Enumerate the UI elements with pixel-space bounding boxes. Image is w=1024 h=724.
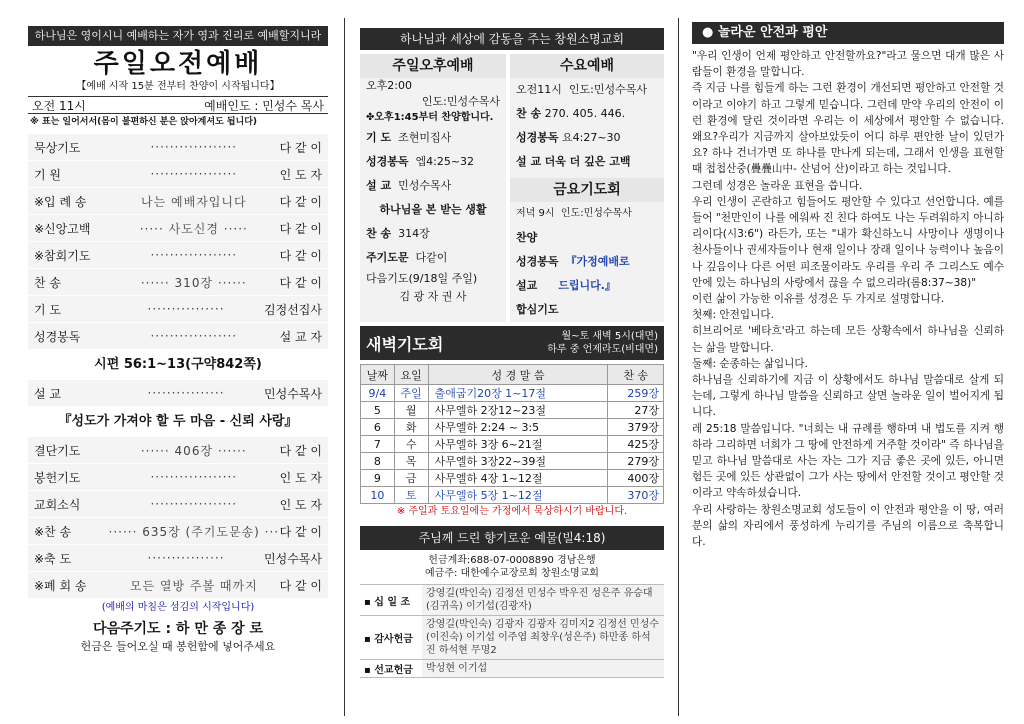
- service-leader: 예배인도 : 민성수 목사: [204, 98, 324, 113]
- table-row: 9 금 사무엘하 4장 1~12절 400장: [361, 470, 664, 487]
- list-item: ※축 도 ················ 민성수목사: [28, 545, 328, 572]
- weekday-services: 수요예배 오전11시 인도:민성수목사 찬 송 270. 405. 446. 성경봉독 요4:27~30 설 교 더욱 더 깊은 고백 금요기도회 저녁 9시 인도:민성수목사 찬양 성경봉독 『가정예배로 설교 드립니다.』 합심기도: [510, 54, 664, 322]
- wednesday-title: 수요예배: [510, 54, 664, 78]
- scripture-reference: 시편 56:1~13(구약842쪽): [94, 357, 262, 372]
- list-item: 설 교 ················ 민성수목사: [28, 380, 328, 407]
- offering-title: 주님께 드린 향기로운 예물(빌4:18): [360, 526, 664, 550]
- service-time: 오전 11시: [32, 98, 86, 113]
- friday-title: 금요기도회: [510, 178, 664, 202]
- list-item: ▪ 감사헌금 강영길(박인숙) 김광자 김광자 김미지2 김정선 민성수(이진숙) 이기섭 이주엽 최창우(성은주) 하만종 하석진 하석현 무명2: [360, 615, 664, 659]
- table-row: 9/4 주일 출애굽기20장 1~17절 259장: [361, 385, 664, 402]
- dawn-prayer-bar: 새벽기도회 월~토 새벽 5시(대면) 하루 중 언제라도(비대면): [360, 326, 664, 360]
- list-item: ※신앙고백 ····· 사도신경 ····· 다 같 이: [28, 215, 328, 242]
- services-column: [360, 18, 664, 716]
- list-item: 기 도 ················ 김정선집사: [28, 296, 328, 323]
- dawn-title: 새벽기도회: [366, 334, 444, 354]
- afternoon-service: 주일오후예배 오후2:00 인도:민성수목사 ✤오후1:45부터 찬양합니다. 기 도 조현미집사 성경봉독 엡4:25~32 설 교 민성수목사 하나님을 본 받는 생활 찬 송 314장 주기도문 다같이 다음기도(9/18일 주일) 김 광 자 권 사: [360, 54, 506, 322]
- list-item: 결단기도 ······ 406장 ······ 다 같 이: [28, 437, 328, 464]
- list-item: 교회소식 ·················· 인 도 자: [28, 491, 328, 518]
- list-item: ※찬 송 ······ 635장 (주기도문송) ··· 다 같 이: [28, 518, 328, 545]
- closing-line: (예배의 마침은 섬김의 시작입니다): [101, 602, 255, 613]
- table-row: 8 목 사무엘하 3장22~39절 279장: [361, 453, 664, 470]
- sermon-title: 『성도가 가져야 할 두 마음 - 신뢰 사랑』: [58, 414, 298, 429]
- standing-note: ※ 표는 일어서서(몸이 불편하신 분은 앉아계셔도 됩니다): [30, 117, 258, 127]
- next-week-prayer: 다음주기도 : 하 만 종 장 로: [92, 621, 264, 637]
- offering-list: [360, 584, 664, 678]
- offering-note: 헌금은 들어오실 때 봉헌함에 넣어주세요: [80, 640, 276, 653]
- list-item: ▪ 선교헌금 박성현 이기섭: [360, 659, 664, 678]
- list-item: ※입 례 송 나는 예배자입니다 다 같 이: [28, 188, 328, 215]
- list-item: 묵상기도 ·················· 다 같 이: [28, 134, 328, 161]
- list-item: 기 원 ·················· 인 도 자: [28, 161, 328, 188]
- list-item: 성경봉독 ·················· 설 교 자: [28, 323, 328, 350]
- table-row: 10 토 사무엘하 5장 1~12절 370장: [361, 487, 664, 504]
- morning-service-column: [28, 18, 328, 716]
- account-info: 헌금계좌:688-07-0008890 경남은행 예금주: 대한예수교장로회 창원소명교회: [425, 555, 599, 579]
- table-row: 7 수 사무엘하 3장 6~21절 425장: [361, 436, 664, 453]
- services-grid: [360, 54, 664, 322]
- list-item: ▪ 십 일 조 강영길(박인숙) 김정선 민성수 박우진 성은주 유승대(김귀옥) 이기섭(김광자): [360, 584, 664, 615]
- list-item: ※참회기도 ·················· 다 같 이: [28, 242, 328, 269]
- list-item: 봉헌기도 ·················· 인 도 자: [28, 464, 328, 491]
- top-verse-bar: 하나님은 영이시니 예배하는 자가 영과 진리로 예배할지니라: [28, 26, 328, 46]
- list-item: 찬 송 ······ 310장 ······ 다 같 이: [28, 269, 328, 296]
- subtitle: 【예배 시작 15분 전부터 찬양이 시작됩니다】: [76, 81, 280, 92]
- table-note: ※ 주일과 토요일에는 가정에서 묵상하시기 바랍니다.: [396, 506, 628, 517]
- order-list: [28, 134, 328, 350]
- time-leader-row: [28, 96, 328, 114]
- article-title: ● 놀라운 안전과 평안: [692, 22, 1004, 44]
- column-article: [692, 18, 1004, 716]
- table-row: 5 월 사무엘하 2장12~23절 27장: [361, 402, 664, 419]
- page-title: 주일오전예배: [93, 49, 263, 79]
- schedule-table: 날짜 요일 성 경 말 씀 찬 송 9/4 주일 출애굽기20장 1~17절 259장 5 월 사무엘하 2장12~23절 27장 6 화 사무엘하 2:24 ~ 3:5 379장 7 수 사무엘하 3장 6~21절 425장 8 목 사무엘하 3장22~39절 279장 9 금 사무엘하 4장 1~12절 400장 10 토 사무엘하 5장 1~12절 370장: [360, 364, 664, 504]
- table-row: 6 화 사무엘하 2:24 ~ 3:5 379장: [361, 419, 664, 436]
- list-item: ※폐 회 송 모든 열방 주볼 때까지 다 같 이: [28, 572, 328, 599]
- order-list-2: [28, 437, 328, 599]
- afternoon-title: 주일오후예배: [360, 54, 506, 78]
- church-motto-bar: 하나님과 세상에 감동을 주는 창원소명교회: [360, 28, 664, 50]
- article-body: "우리 인생이 언제 평안하고 안전할까요?"라고 물으면 대개 많은 사람들이 환경을 말합니다. 즉 지금 나를 힘들게 하는 그런 환경이 개선되면 평안하고 안전할 것이라고 이야기 하고 그렇게 믿습니다. 그런데 만약 우리의 안전이 이런 환경에 달린 것이라면 우리는 이 세상에서 평안할 수 없습니다. 왜요?우리가 지금까지 살아보았듯이 어디 하루 편안한 날이 있던가요? 하나 건너가면 또 하나를 만나게 되는데, 그래서 인생을 표현할 때 첩첩산중(疊疊山中- 산넘어 산)이라고 하는 것입니다. 그런데 성경은 놀라운 표현을 씁니다. 우리 인생이 곤란하고 힘들어도 평안할 수 있다고 선언합니다. 예를들어 "천만인이 나를 에워싸 진 친다 하여도 나는 두려워하지 아니하리이다(시3:6") 라든가, 또는 "내가 확신하노니 사망이나 생명이나 천사들이나 권세자들이나 현재 일이나 장래 일이나 능력이나 높음이나 깊음이나 다른 어떤 피조물이라도 우리를 우리 주 그리스도 예수 안에 있는 하나님의 사랑에서 끊을 수 없으리라(롬8:37~38)" 이런 삶이 가능한 이유를 성경은 두 가지로 설명합니다. 첫째: 안전입니다. 히브리어로 '베타흐'라고 하는데 모든 상황속에서 하나님을 신뢰하는 삶을 말합니다. 둘째: 순종하는 삶입니다. 하나님을 신뢰하기에 지금 이 상황에서도 하나님 말씀대로 살게 되는데, 그렇게 하나님 말씀을 신뢰하고 살면 놀라운 일이 벌어지게 됩니다. 레 25:18 말씀입니다. "너희는 내 규례를 행하며 내 법도를 지켜 행하라 그리하면 너희가 그 땅에 안전하게 거주할 것이라" 즉 하나님을 믿고 하나님 말씀대로 사는 자는 그가 지금 좋은 곳에 있든, 아니면 험든 곳에 있든 상관없이 그가 사는 땅에서 안전할 것이고 평안할 것이라고 약속하셨습니다. 우리 사랑하는 창원소명교회 성도들이 이 안전과 평안을 이 땅, 여러분의 삶의 자리에서 풍성하게 누리기를 주님의 이름으로 축복합니다.: [692, 50, 1004, 549]
